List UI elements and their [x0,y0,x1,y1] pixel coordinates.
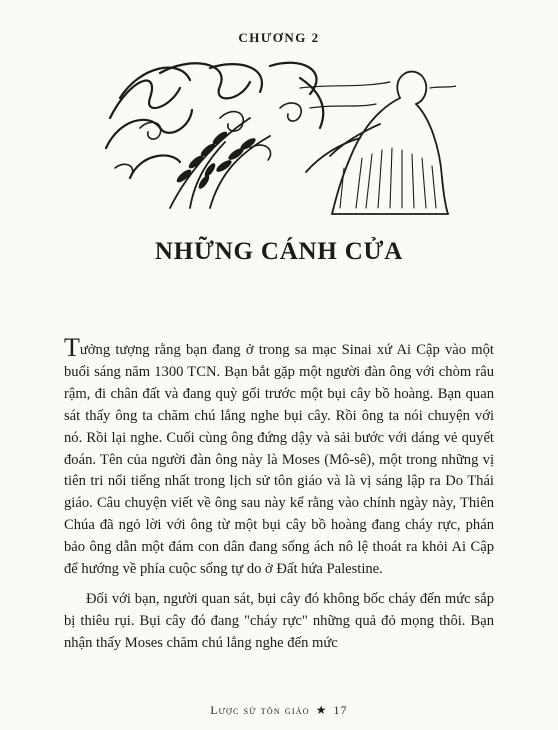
paragraph-1 [64,333,494,581]
paragraph-1-text: ưởng tượng rằng bạn đang ở trong sa mạc Sinai xứ Ai Cập vào một buổi sáng năm 1300 TCN. Bạn bắt gặp một người đàn ông với chòm râu rậm, đi chân đất và đang quỳ gối trước một bụi cây bồ hoàng. Bạn quan sát thấy ông ta chăm chú lắng nghe bụi cây. Rồi ông ta nói chuyện với nó. Rồi lại nghe. Cuối cùng ông đứng dậy và sải bước với dáng vẻ quyết đoán. Tên của người đàn ông này là Moses (Mô-sê), một trong những vị tiên tri nổi tiếng nhất trong lịch sử tôn giáo và là vị sáng lập ra Do Thái giáo. Câu chuyện viết về ông sau này kể rằng vào chính ngày này, Thiên Chúa đã ngỏ lời với ông từ một bụi cây bồ hoàng đang cháy rực, phán bảo ông dẫn một đám con dân đang sống ách nô lệ thoát ra khỏi Ai Cập để hướng về phía cuộc sống tự do ở Đất hứa Palestine. [64,342,494,578]
burning-bush-illustration [100,58,456,218]
drop-cap: T [64,333,80,362]
footer-book-title: Lược sử tôn giáo [210,705,310,717]
star-icon: ★ [315,703,328,717]
chapter-title: NHỮNG CÁNH CỬA [154,238,404,265]
page-number: 17 [333,705,348,717]
paragraph-2: Đối với bạn, người quan sát, bụi cây đó không bốc cháy đến mức sắp bị thiêu rụi. Bụi cây đó đang "cháy rực" những quả đỏ mọng thôi. Bạn nhận thấy Moses chăm chú lắng nghe đến mức [64,590,494,651]
body-text [64,333,494,655]
chapter-label: CHƯƠNG 2 [238,30,320,45]
page-footer [0,703,558,718]
